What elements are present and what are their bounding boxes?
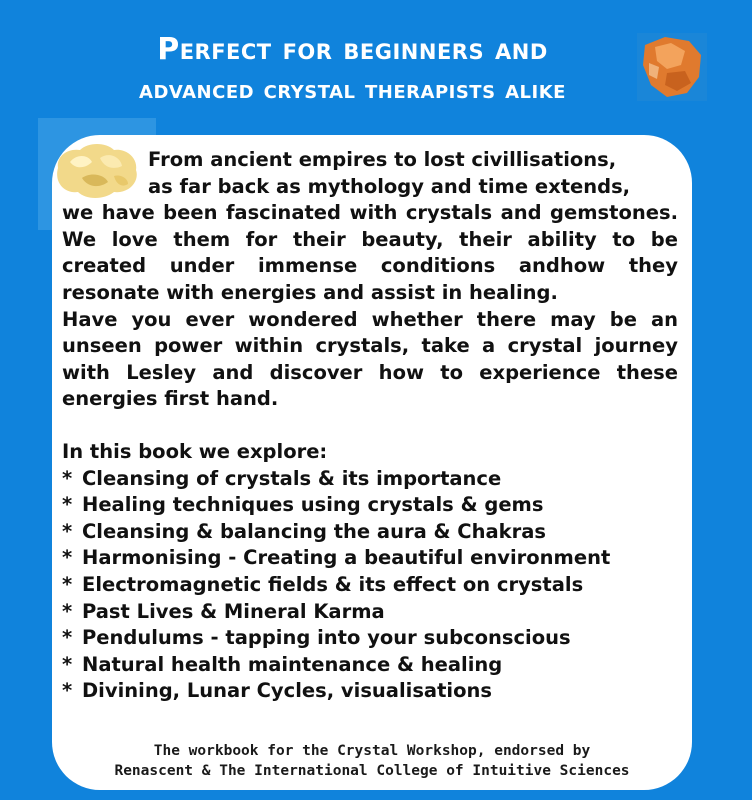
- footer: [52, 741, 692, 781]
- bullet-icon: *: [62, 599, 73, 623]
- list-item-text: Divining, Lunar Cycles, visualisations: [82, 679, 492, 703]
- list-item: [62, 492, 678, 519]
- explore-list: [62, 466, 678, 705]
- bullet-icon: *: [62, 652, 73, 676]
- list-item: [62, 599, 678, 626]
- headline-line-2: advanced crystal therapists alike: [139, 75, 566, 105]
- orange-crystal-image: [637, 33, 707, 101]
- bullet-icon: *: [62, 626, 73, 650]
- list-item: [62, 519, 678, 546]
- headline-line-1: Perfect for beginners and: [157, 32, 548, 67]
- list-item: [62, 466, 678, 493]
- explore-heading: In this book we explore:: [62, 439, 328, 463]
- body-text: [62, 147, 678, 705]
- headline: [0, 30, 705, 110]
- bullet-icon: *: [62, 679, 73, 703]
- list-item-text: Electromagnetic fields & its effect on crystals: [82, 572, 584, 596]
- list-item-text: Harmonising - Creating a beautiful environment: [82, 546, 611, 570]
- list-item: [62, 545, 678, 572]
- bullet-icon: *: [62, 572, 73, 596]
- intro-paragraph: we have been fascinated with crystals and gemstones. We love them for their beauty, their ability to be created under immense conditions andhow they resonate with energies and assist in healing.: [62, 201, 678, 304]
- list-item-text: Pendulums - tapping into your subconscious: [82, 626, 571, 650]
- footer-line-1: The workbook for the Crystal Workshop, endorsed by: [153, 743, 591, 759]
- bullet-icon: *: [62, 493, 73, 517]
- intro-line-2: as far back as mythology and time extends,: [148, 174, 631, 198]
- footer-line-2: Renascent & The International College of Intuitive Sciences: [114, 763, 630, 779]
- list-item-text: Cleansing & balancing the aura & Chakras: [82, 519, 547, 543]
- list-item: [62, 652, 678, 679]
- intro-line-1: From ancient empires to lost civillisations,: [148, 148, 617, 171]
- list-item: [62, 625, 678, 652]
- list-item-text: Healing techniques using crystals & gems: [82, 493, 544, 517]
- list-item: [62, 572, 678, 599]
- list-item-text: Natural health maintenance & healing: [82, 652, 503, 676]
- bullet-icon: *: [62, 546, 73, 570]
- spacer: [62, 413, 678, 439]
- bullet-icon: *: [62, 519, 73, 543]
- list-item: [62, 678, 678, 705]
- list-item-text: Past Lives & Mineral Karma: [82, 599, 385, 623]
- question-paragraph: Have you ever wondered whether there may be an unseen power within crystals, take a crystal journey with Lesley and discover how to experience these energies first hand.: [62, 307, 678, 411]
- bullet-icon: *: [62, 466, 73, 490]
- list-item-text: Cleansing of crystals & its importance: [82, 466, 502, 490]
